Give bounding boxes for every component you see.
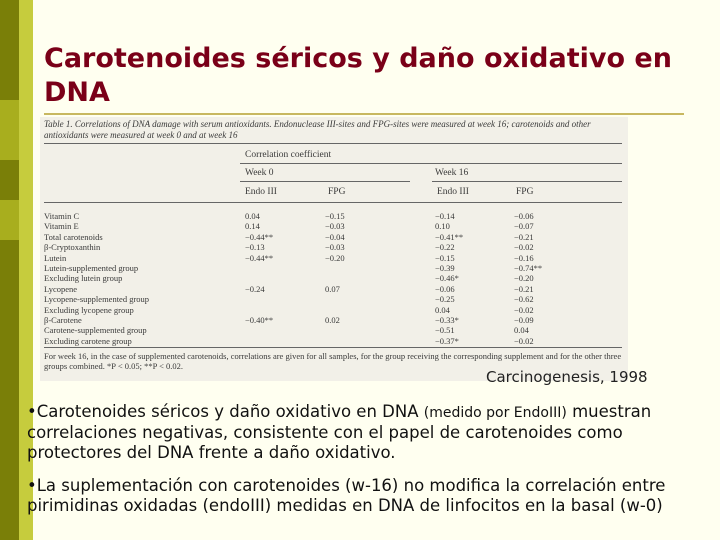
slide-title: Carotenoides séricos y daño oxidativo en DNA <box>44 43 672 108</box>
row-label: Excluding lycopene group <box>44 304 134 315</box>
cell-fpg-week16: −0.09 <box>514 315 534 325</box>
cell-fpg-week0: 0.02 <box>325 315 340 325</box>
row-label: Carotene-supplemented group <box>44 325 147 336</box>
table-rule <box>240 163 622 164</box>
cell-fpg-week16: −0.07 <box>514 221 534 232</box>
table-rule <box>432 181 622 182</box>
bullet-point-2: •La suplementación con carotenoides (w-16) no modifica la correlación entre pirimidinas oxidadas (endoIII) medidas en DNA de linfocitos en la basal (w-0) <box>27 476 666 515</box>
col-endo-week0: Endo III <box>245 187 277 197</box>
table-footnote: For week 16, in the case of supplemented carotenoids, correlations are given for all samples, for the group receiving the corresponding supplement and for the other three groups combined. *P < 0.05; **P < 0.02. <box>44 351 622 371</box>
cell-fpg-week16: −0.06 <box>514 211 534 221</box>
cell-endo-week16: −0.15 <box>435 252 455 263</box>
header-week16: Week 16 <box>435 168 469 178</box>
correlation-table-image <box>40 117 628 381</box>
cell-fpg-week16: −0.21 <box>514 283 534 294</box>
cell-fpg-week16: −0.02 <box>514 304 534 315</box>
table-rule <box>44 202 622 203</box>
table-caption: Table 1. Correlations of DNA damage with serum antioxidants. Endonuclease III-sites and FPG-sites were measured at week 16; carotenoids and other antioxidants were measured at week 0 and at week 16 <box>44 119 591 140</box>
row-label: Lutein-supplemented group <box>44 263 139 273</box>
left-bar-segment <box>0 200 19 240</box>
cell-fpg-week0: −0.03 <box>325 221 345 232</box>
cell-endo-week16: −0.06 <box>435 283 455 294</box>
cell-endo-week0: −0.24 <box>245 283 265 294</box>
table-rule <box>240 181 410 182</box>
cell-endo-week16: −0.46* <box>435 273 459 284</box>
citation-source: Carcinogenesis, 1998 <box>486 368 648 386</box>
row-label: Total carotenoids <box>44 231 103 242</box>
col-endo-week16: Endo III <box>437 187 469 197</box>
row-label: Vitamin E <box>44 221 79 232</box>
cell-fpg-week16: −0.16 <box>514 252 534 263</box>
cell-fpg-week0: 0.07 <box>325 283 340 294</box>
header-correlation: Correlation coefficient <box>245 150 332 160</box>
cell-fpg-week0: −0.03 <box>325 242 345 253</box>
cell-endo-week16: 0.10 <box>435 221 450 232</box>
bullet-point-1 <box>27 402 715 463</box>
cell-fpg-week16: 0.04 <box>514 325 529 336</box>
cell-fpg-week16: −0.02 <box>514 242 534 253</box>
header-week0: Week 0 <box>245 168 274 178</box>
left-bar-segment <box>0 100 19 160</box>
cell-fpg-week0: −0.04 <box>325 231 345 242</box>
cell-endo-week16: −0.39 <box>435 263 455 273</box>
cell-fpg-week16: −0.21 <box>514 231 534 242</box>
cell-endo-week16: −0.25 <box>435 294 455 305</box>
cell-endo-week0: −0.13 <box>245 242 265 253</box>
cell-fpg-week16: −0.20 <box>514 273 534 284</box>
row-label: Lycopene-supplemented group <box>44 294 150 305</box>
cell-endo-week0: −0.44** <box>245 231 274 242</box>
row-label: Excluding carotene group <box>44 335 132 346</box>
cell-fpg-week0: −0.20 <box>325 252 345 263</box>
col-fpg-week16: FPG <box>516 187 534 197</box>
col-fpg-week0: FPG <box>328 187 346 197</box>
left-accent-bar <box>0 0 19 540</box>
row-label: β-Cryptoxanthin <box>44 242 101 253</box>
cell-endo-week0: −0.40** <box>245 315 274 325</box>
bullet1-rest: muestran correlaciones negativas, consistente con el papel de carotenoides como protectores del DNA frente a daño oxidativo. <box>27 402 652 462</box>
cell-fpg-week16: −0.62 <box>514 294 534 305</box>
cell-endo-week16: −0.37* <box>435 335 459 346</box>
row-label: β-Carotene <box>44 315 82 325</box>
cell-endo-week16: −0.14 <box>435 211 455 221</box>
cell-endo-week16: −0.51 <box>435 325 455 336</box>
row-label: Lutein <box>44 252 67 263</box>
bullet1-parenthetical: (medido por EndoIII) <box>423 405 567 421</box>
cell-endo-week16: −0.41** <box>435 231 464 242</box>
table-rule <box>44 143 622 144</box>
cell-fpg-week0: −0.15 <box>325 211 345 221</box>
cell-fpg-week16: −0.02 <box>514 335 534 346</box>
table-rule <box>44 347 622 348</box>
cell-endo-week0: 0.04 <box>245 211 260 221</box>
row-label: Lycopene <box>44 283 78 294</box>
row-label: Vitamin C <box>44 211 80 221</box>
cell-endo-week16: −0.33* <box>435 315 459 325</box>
row-label: Excluding lutein group <box>44 273 123 284</box>
cell-endo-week0: −0.44** <box>245 252 274 263</box>
cell-fpg-week16: −0.74** <box>514 263 543 273</box>
bullet1-main: •Carotenoides séricos y daño oxidativo en DNA <box>27 402 419 421</box>
cell-endo-week16: −0.22 <box>435 242 455 253</box>
cell-endo-week16: 0.04 <box>435 304 450 315</box>
cell-endo-week0: 0.14 <box>245 221 260 232</box>
title-divider <box>44 113 684 115</box>
